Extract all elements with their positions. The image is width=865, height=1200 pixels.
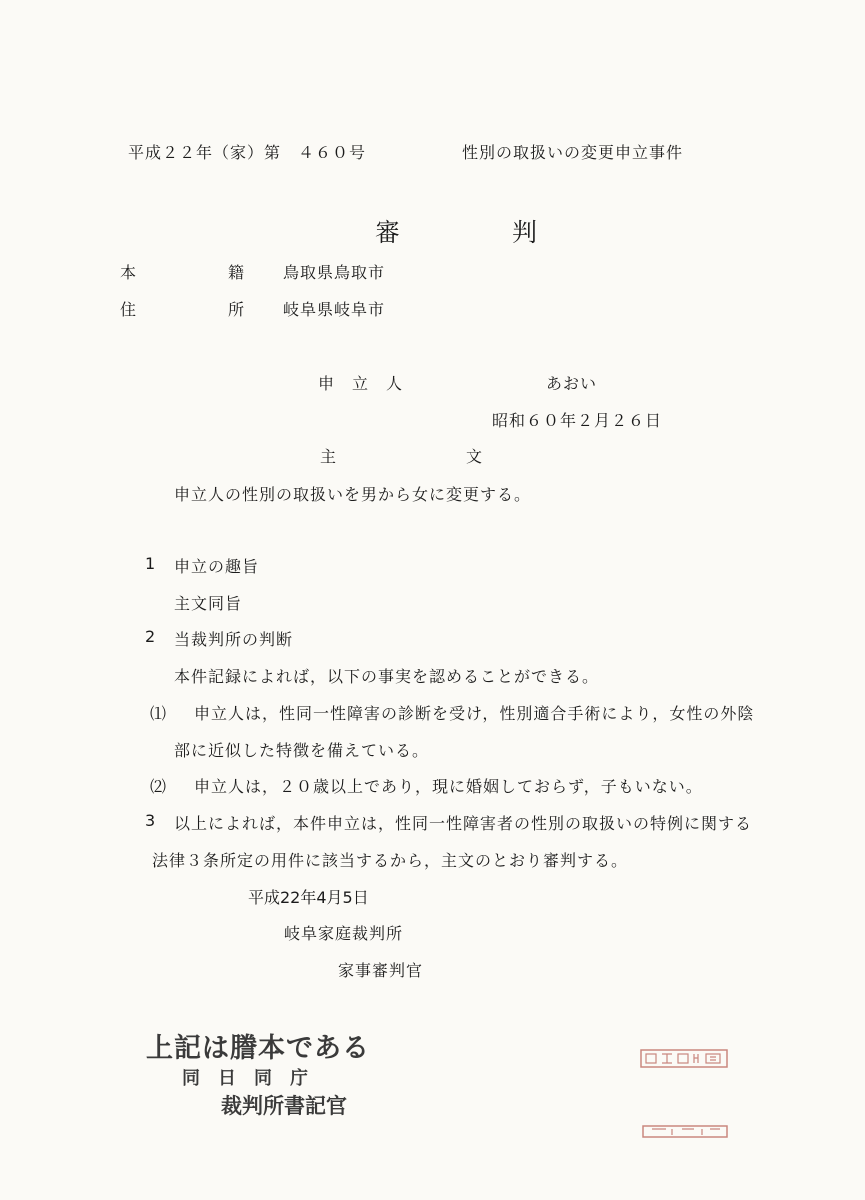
shubun-heading-1: 主 [320,447,338,466]
section-2-title: 当裁判所の判断 [174,630,294,649]
applicant-name: あおい [546,374,598,393]
honseki-label-1: 本 [120,263,138,282]
decision-date: 平成22年4月5日 [248,888,369,907]
section-3-number: 3 [145,811,157,830]
item-2-number: ⑵ [150,777,168,796]
stamp-line-3: 裁判所書記官 [221,1094,347,1118]
section-2-intro: 本件記録によれば，以下の事実を認めることができる。 [174,667,600,686]
honseki-value: 鳥取県鳥取市 [283,263,386,282]
shubun-heading-2: 文 [466,447,484,466]
item-2-line-1: 申立人は，２０歳以上であり，現に婚姻しておらず，子もいない。 [194,777,703,796]
section-3-line-1: 以上によれば，本件申立は，性同一性障害者の性別の取扱いの特例に関する [174,814,753,833]
court-name: 岐阜家庭裁判所 [284,924,404,943]
section-2-number: 2 [145,627,157,646]
item-1-line-2: 部に近似した特徴を備えている。 [174,741,430,760]
stamp-line-2: 同 日 同 庁 [182,1068,308,1089]
jusho-label-2: 所 [228,300,246,319]
case-name: 性別の取扱いの変更申立事件 [462,143,684,162]
honseki-label-2: 籍 [228,263,246,282]
item-1-number: ⑴ [150,704,168,723]
judge-title: 家事審判官 [338,961,424,980]
official-seal-lower [642,1124,728,1140]
stamp-line-1: 上記は謄本である [146,1033,370,1064]
section-3-line-2: 法律３条所定の用件に該当するから，主文のとおり審判する。 [152,851,629,870]
item-1-line-1: 申立人は，性同一性障害の診断を受け，性別適合手術により，女性の外陰 [194,704,755,723]
title-char-1: 審 [375,218,402,247]
section-1-body: 主文同旨 [174,594,243,613]
jusho-value: 岐阜県岐阜市 [283,300,386,319]
section-1-title: 申立の趣旨 [174,557,260,576]
title-char-2: 判 [512,218,539,247]
jusho-label-1: 住 [120,300,138,319]
section-1-number: 1 [145,554,157,573]
applicant-birth-date: 昭和６０年２月２６日 [492,411,663,430]
shubun-text: 申立人の性別の取扱いを男から女に変更する。 [174,485,532,504]
official-seal-upper [640,1048,728,1070]
applicant-label: 申 立 人 [318,374,404,393]
case-number: 平成２２年（家）第 ４６０号 [128,143,367,162]
